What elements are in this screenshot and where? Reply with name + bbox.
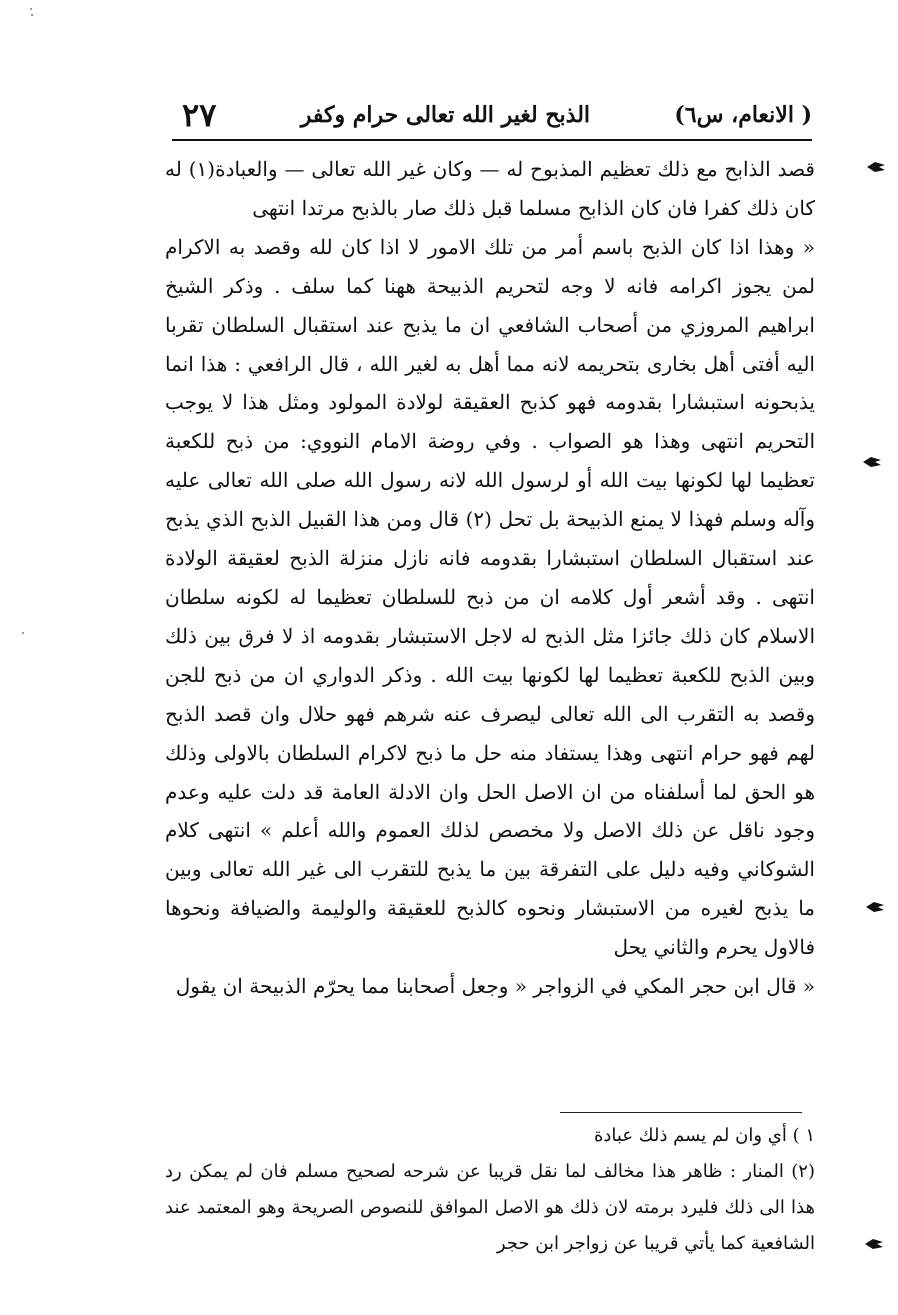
binding-hole-mark-icon [864,1237,884,1251]
scan-speck [22,632,24,634]
binding-hole-mark-icon [865,900,885,914]
paragraph: « قال ابن حجر المكي في الزواجر « وجعل أصحابنا مما يحرّم الذبيحة ان يقول [175,974,815,999]
footnotes [165,1118,815,1262]
page-number: ٢٧ [182,96,217,134]
footnote: (٢) المنار : ظاهر هذا مخالف لما نقل قريبا عن شرحه لصحيح مسلم فان لم يمكن رد هذا الى ذلك فليرد برمته لان ذلك هو الاصل الموافق للنصوص الصريحة وهو المعتمد عند الشافعية كما يأتي قريبا عن زواجر ابن حجر [165,1161,815,1254]
footnote: ١ ) أي وان لم يسم ذلك عبادة [593,1125,815,1146]
header-sura-reference: ( الانعام، س٦) [674,102,812,128]
header-rule [172,139,812,141]
main-text [165,150,815,1006]
scan-speck [31,14,33,16]
footnote-rule [560,1112,802,1113]
binding-hole-mark-icon [862,455,882,469]
header-title: الذبح لغير الله تعالى حرام وكفر [300,102,591,128]
binding-hole-mark-icon [866,160,886,174]
paragraph: « وهذا اذا كان الذبح باسم أمر من تلك الامور لا اذا كان لله وقصد به الاكرام لمن يجوز اكرامه فانه لا وجه لتحريم الذبيحة ههنا كما سلف . وذكر الشيخ ابراهيم المروزي من أصحاب الشافعي ان ما يذبح عند استقبال السلطان تقربا اليه أفتى أهل بخارى بتحريمه لانه مما أهل به لغير الله ، قال الرافعي : هذا انما يذبحونه استبشارا بقدومه فهو كذبح العقيقة لولادة المولود ومثل هذا لا يوجب التحريم انتهى وهذا هو الصواب . وفي روضة الامام النووي: من ذبح للكعبة تعظيما لها لكونها بيت الله أو لرسول الله لانه رسول الله صلى الله تعالى عليه وآله وسلم فهذا لا يمنع الذبيحة بل تحل (٢) قال ومن هذا القبيل الذبح الذي يذبح عند استقبال السلطان استبشارا بقدومه فانه نازل منزلة الذبح لعقيقة الولادة انتهى . وقد أشعر أول كلامه ان من ذبح للسلطان تعظيما له لكونه سلطان الاسلام كان ذلك جائزا مثل الذبح له لاجل الاستبشار بقدومه اذ لا فرق بين ذلك وبين الذبح للكعبة تعظيما لها لكونها بيت الله . وذكر الدواري ان من ذبح للجن وقصد به التقرب الى الله تعالى ليصرف عنه شرهم فهو حلال وان قصد الذبح لهم فهو حرام انتهى وهذا يستفاد منه حل ما ذبح لاكرام السلطان بالاولى وذلك هو الحق لما أسلفناه من ان الاصل الحل وان الادلة العامة قد دلت عليه وعدم وجود ناقل عن ذلك الاصل ولا مخصص لذلك العموم والله أعلم » انتهى كلام الشوكاني وفيه دليل على التفرقة بين ما يذبح للتقرب الى غير الله تعالى وبين ما يذبح لغيره من الاستبشار ونحوه كالذبح للعقيقة والوليمة والضيافة ونحوها فالاول يحرم والثاني يحل [165,234,816,960]
paragraph: قصد الذابح مع ذلك تعظيم المذبوح له — وكان غير الله تعالى — والعبادة(١) له كان ذلك كفرا فان كان الذابح مسلما قبل ذلك صار بالذبح مرتدا انتهى [165,157,815,220]
scan-speck [30,8,32,10]
running-header [172,95,812,135]
